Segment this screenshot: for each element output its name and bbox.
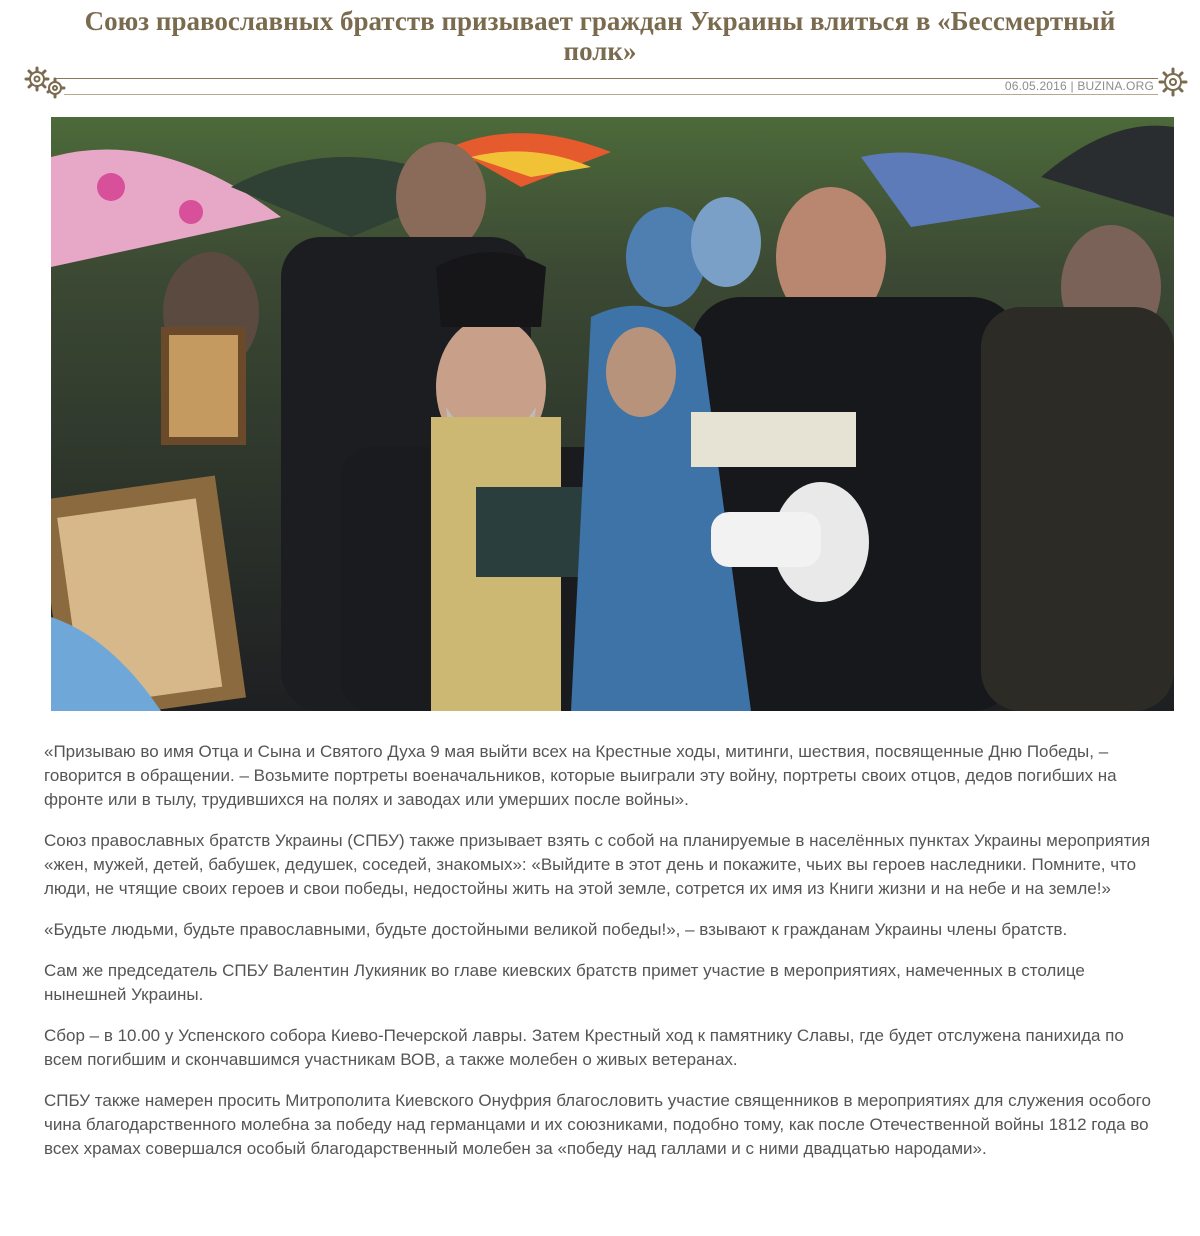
article-date-source: 06.05.2016 | BUZINA.ORG <box>1004 79 1154 93</box>
article-paragraph: «Призываю во имя Отца и Сына и Святого Духа 9 мая выйти всех на Крестные ходы, митинги, шествия, посвященные Дню Победы, – говорится в обращении. – Возьмите портреты военачальников, которые выиграли эту войну, портреты своих отцов, дедов погибших на фронте или в тылу, трудившихся на полях и заводах или умерших после войны». <box>44 742 1117 809</box>
article-paragraph: Сам же председатель СПБУ Валентин Лукияник во главе киевских братств примет участие в мероприятиях, намеченных в столице нынешней Украины. <box>44 961 1085 1004</box>
article-paragraph: Союз православных братств Украины (СПБУ) также призывает взять с собой на планируемые в населённых пунктах Украины мероприятия «жен, мужей, детей, бабушек, дедушек, соседей, знакомых»: «Выйдите в этот день и покажите, чьих вы героев наследники. Помните, что люди, не чтящие своих героев и свои победы, недостойны жить на этой земле, сотрется их имя из Книги жизни и на небе и на земле!» <box>44 831 1151 898</box>
divider-line-top <box>56 78 1158 79</box>
article-body <box>44 740 1164 1178</box>
article-photo <box>51 117 1174 711</box>
gear-ornament-icon <box>1158 67 1188 97</box>
article-paragraph: СПБУ также намерен просить Митрополита Киевского Онуфрия благословить участие священников в мероприятиях для служения особого чина благодарственного молебна за победу над германцами и их союзниками, подобно тому, как после Отечественной войны 1812 года во всех храмах совершался особый благодарственный молебен за «победу над галлами и с ними двадцатью народами». <box>44 1091 1151 1158</box>
article-title: Союз православных братств призывает граждан Украины влиться в «Бессмертный полк» <box>84 6 1116 66</box>
divider-line-bottom <box>64 94 1158 95</box>
article-paragraph: «Будьте людьми, будьте православными, будьте достойными великой победы!», – взывают к гражданам Украины члены братств. <box>44 920 1068 939</box>
article-paragraph: Сбор – в 10.00 у Успенского собора Киево-Печерской лавры. Затем Крестный ход к памятнику Славы, где будет отслужена панихида по всем погибшим и скончавшимся участникам ВОВ, а также молебен о живых ветеранах. <box>44 1026 1124 1069</box>
title-divider <box>24 66 1188 100</box>
